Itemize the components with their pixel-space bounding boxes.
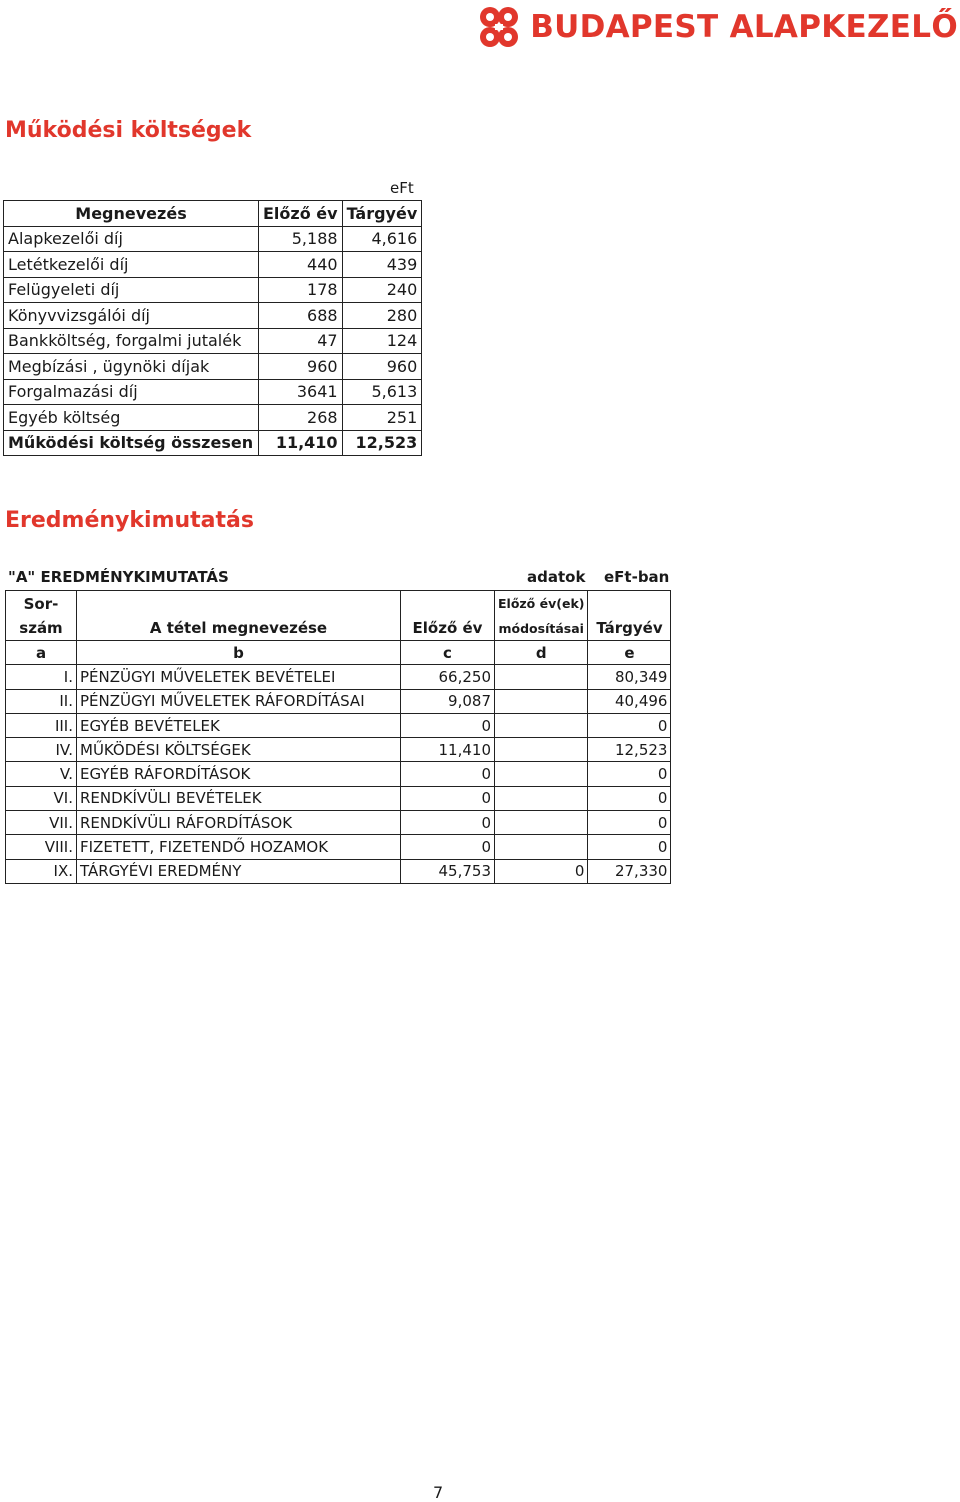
table-row <box>6 738 671 762</box>
column-letter-row <box>6 641 671 665</box>
row-mod <box>495 811 588 835</box>
row-prev: 11,410 <box>401 738 495 762</box>
row-num: IV. <box>6 738 77 762</box>
table-row <box>4 328 422 354</box>
row-curr: 0 <box>588 786 671 810</box>
row-name: TÁRGYÉVI EREDMÉNY <box>77 859 401 883</box>
row-curr: 960 <box>342 354 422 380</box>
table-row <box>6 811 671 835</box>
header-prev: Előző év <box>259 201 343 227</box>
header-curr-top <box>588 591 671 617</box>
costs-unit-label: eFt <box>390 179 414 197</box>
table-row <box>6 665 671 689</box>
letter-e: e <box>588 641 671 665</box>
total-curr: 12,523 <box>342 430 422 456</box>
header-sor-bottom: szám <box>6 616 77 641</box>
income-statement-unit-label: eFt-ban <box>604 568 670 586</box>
table-row <box>4 303 422 329</box>
header-mod-top: Előző év(ek) <box>495 591 588 617</box>
row-mod <box>495 786 588 810</box>
row-name: PÉNZÜGYI MŰVELETEK RÁFORDÍTÁSAI <box>77 689 401 713</box>
operating-costs-table <box>3 200 422 456</box>
row-num: II. <box>6 689 77 713</box>
row-name: Alapkezelői díj <box>4 226 259 252</box>
row-name: RENDKÍVÜLI RÁFORDÍTÁSOK <box>77 811 401 835</box>
row-num: IX. <box>6 859 77 883</box>
row-name: RENDKÍVÜLI BEVÉTELEK <box>77 786 401 810</box>
row-prev: 688 <box>259 303 343 329</box>
row-curr: 27,330 <box>588 859 671 883</box>
header-sor-top: Sor- <box>6 591 77 617</box>
table-header-row <box>4 201 422 227</box>
row-num: VII. <box>6 811 77 835</box>
header-logo <box>476 5 958 49</box>
row-mod <box>495 762 588 786</box>
row-mod <box>495 738 588 762</box>
table-row <box>4 277 422 303</box>
row-num: VIII. <box>6 835 77 859</box>
row-prev: 3641 <box>259 379 343 405</box>
header-prev: Előző év <box>401 616 495 641</box>
letter-d: d <box>495 641 588 665</box>
row-curr: 251 <box>342 405 422 431</box>
row-curr: 0 <box>588 811 671 835</box>
table-header-row-top <box>6 591 671 617</box>
row-prev: 0 <box>401 786 495 810</box>
total-name: Működési költség összesen <box>4 430 259 456</box>
row-curr: 280 <box>342 303 422 329</box>
header-mod-bottom: módosításai <box>495 616 588 641</box>
row-prev: 47 <box>259 328 343 354</box>
row-name: PÉNZÜGYI MŰVELETEK BEVÉTELEI <box>77 665 401 689</box>
row-prev: 440 <box>259 252 343 278</box>
header-prev-top <box>401 591 495 617</box>
row-num: VI. <box>6 786 77 810</box>
row-prev: 0 <box>401 835 495 859</box>
row-name: FIZETETT, FIZETENDŐ HOZAMOK <box>77 835 401 859</box>
row-num: I. <box>6 665 77 689</box>
row-curr: 40,496 <box>588 689 671 713</box>
row-curr: 5,613 <box>342 379 422 405</box>
row-prev: 0 <box>401 811 495 835</box>
row-name: EGYÉB BEVÉTELEK <box>77 713 401 737</box>
table-row <box>4 252 422 278</box>
row-name: Megbízási , ügynöki díjak <box>4 354 259 380</box>
row-curr: 124 <box>342 328 422 354</box>
row-prev: 0 <box>401 762 495 786</box>
logo-text: BUDAPEST ALAPKEZELŐ <box>530 9 958 45</box>
row-curr: 0 <box>588 713 671 737</box>
row-name: Könyvvizsgálói díj <box>4 303 259 329</box>
row-prev: 268 <box>259 405 343 431</box>
row-name: Forgalmazási díj <box>4 379 259 405</box>
row-curr: 80,349 <box>588 665 671 689</box>
table-row <box>6 713 671 737</box>
header-name: A tétel megnevezése <box>77 616 401 641</box>
row-mod <box>495 665 588 689</box>
row-prev: 960 <box>259 354 343 380</box>
table-total-row <box>4 430 422 456</box>
row-name: Egyéb költség <box>4 405 259 431</box>
row-curr: 4,616 <box>342 226 422 252</box>
row-prev: 66,250 <box>401 665 495 689</box>
table-row <box>4 226 422 252</box>
table-row <box>6 762 671 786</box>
row-prev: 0 <box>401 713 495 737</box>
row-name: Bankköltség, forgalmi jutalék <box>4 328 259 354</box>
header-name-top <box>77 591 401 617</box>
total-prev: 11,410 <box>259 430 343 456</box>
row-prev: 5,188 <box>259 226 343 252</box>
table-row <box>6 689 671 713</box>
page-number: 7 <box>433 1483 444 1502</box>
row-prev: 178 <box>259 277 343 303</box>
row-curr: 12,523 <box>588 738 671 762</box>
row-mod <box>495 689 588 713</box>
row-name: MŰKÖDÉSI KÖLTSÉGEK <box>77 738 401 762</box>
row-mod <box>495 835 588 859</box>
costs-section-title: Működési költségek <box>5 118 252 143</box>
row-curr: 240 <box>342 277 422 303</box>
table-header-row-bottom <box>6 616 671 641</box>
row-curr: 0 <box>588 762 671 786</box>
table-row <box>6 835 671 859</box>
row-name: EGYÉB RÁFORDÍTÁSOK <box>77 762 401 786</box>
row-name: Felügyeleti díj <box>4 277 259 303</box>
row-mod: 0 <box>495 859 588 883</box>
row-num: V. <box>6 762 77 786</box>
income-statement-data-label: adatok <box>527 568 586 586</box>
row-num: III. <box>6 713 77 737</box>
table-row <box>6 859 671 883</box>
row-name: Letétkezelői díj <box>4 252 259 278</box>
income-statement-section-title: Eredménykimutatás <box>5 508 254 533</box>
table-row <box>4 405 422 431</box>
row-prev: 9,087 <box>401 689 495 713</box>
income-statement-heading: "A" EREDMÉNYKIMUTATÁS <box>8 568 229 586</box>
income-statement-table <box>5 590 671 884</box>
letter-a: a <box>6 641 77 665</box>
table-row <box>4 354 422 380</box>
header-curr: Tárgyév <box>588 616 671 641</box>
letter-c: c <box>401 641 495 665</box>
row-mod <box>495 713 588 737</box>
header-name: Megnevezés <box>4 201 259 227</box>
table-row <box>6 786 671 810</box>
row-curr: 439 <box>342 252 422 278</box>
budapest-alapkezelo-logo-icon <box>476 5 522 49</box>
row-curr: 0 <box>588 835 671 859</box>
table-row <box>4 379 422 405</box>
header-curr: Tárgyév <box>342 201 422 227</box>
letter-b: b <box>77 641 401 665</box>
row-prev: 45,753 <box>401 859 495 883</box>
